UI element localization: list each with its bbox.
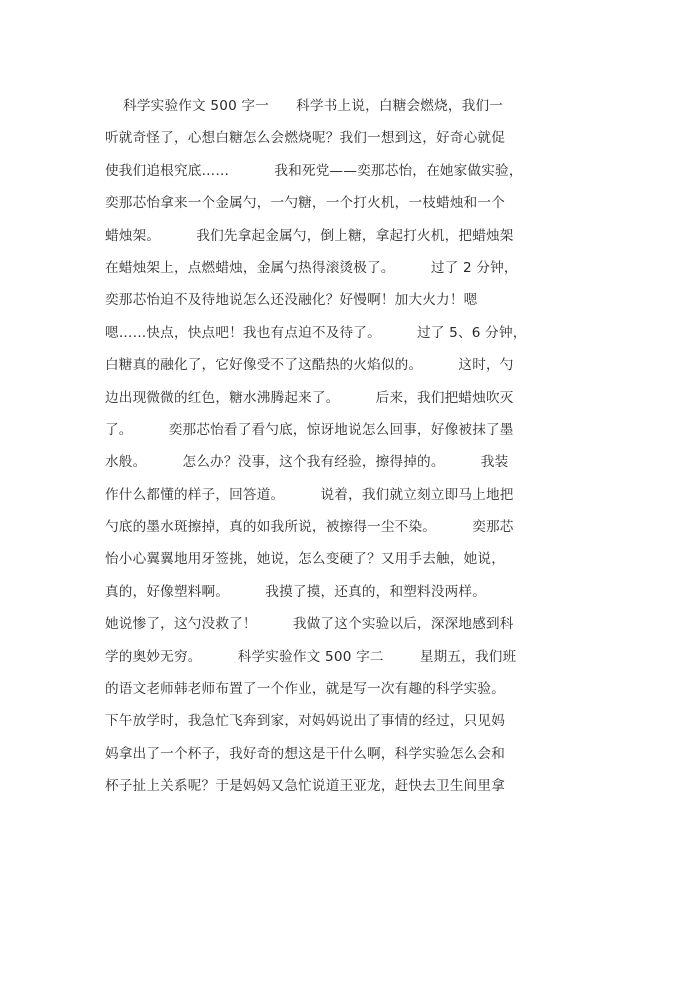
text-line: 奕那芯怡拿来一个金属勺，一勺糖，一个打火机，一枝蜡烛和一个 xyxy=(105,195,506,212)
text-line: 使我们追根究底…… 我和死党——奕那芯怡，在她家做实验， xyxy=(105,162,523,179)
text-line: 的语文老师韩老师布置了一个作业，就是写一次有趣的科学实验。 xyxy=(105,681,506,698)
text-line: 奕那芯怡迫不及待地说怎么还没融化？好慢啊！加大火力！嗯 xyxy=(105,292,478,309)
text-line: 科学实验作文 500 字一 科学书上说，白糖会燃烧，我们一 xyxy=(105,98,504,114)
text-line: 作什么都懂的样子，回答道。 说着，我们就立刻立即马上地把 xyxy=(105,486,514,503)
text-line: 怡小心翼翼地用牙签挑，她说，怎么变硬了？又用手去触，她说， xyxy=(105,551,506,568)
text-line: 在蜡烛架上，点燃蜡烛，金属勺热得滚烫极了。 过了 2 分钟， xyxy=(105,259,518,276)
essay-body xyxy=(105,90,595,803)
text-line: 听就奇怪了，心想白糖怎么会燃烧呢？我们一想到这，好奇心就促 xyxy=(105,130,506,147)
text-line: 了。 奕那芯怡看了看勺底，惊讶地说怎么回事，好像被抹了墨 xyxy=(105,421,514,438)
text-line: 勺底的墨水斑擦掉，真的如我所说，被擦得一尘不染。 奕那芯 xyxy=(105,519,514,536)
text-line: 真的，好像塑料啊。 我摸了摸，还真的，和塑料没两样。 xyxy=(105,583,487,600)
text-line: 学的奥妙无穷。 科学实验作文 500 字二 星期五，我们班 xyxy=(105,648,517,665)
text-line: 水般。 怎么办？没事，这个我有经验，擦得掉的。 我装 xyxy=(105,454,509,471)
text-line: 白糖真的融化了，它好像受不了这酷热的火焰似的。 这时，勺 xyxy=(105,357,514,374)
text-line: 下午放学时，我急忙飞奔到家，对妈妈说出了事情的经过，只见妈 xyxy=(105,713,506,730)
text-line: 妈拿出了一个杯子，我好奇的想这是干什么啊，科学实验怎么会和 xyxy=(105,745,506,762)
text-line: 她说惨了，这勺没救了！ 我做了这个实验以后，深深地感到科 xyxy=(105,616,514,633)
text-line: 杯子扯上关系呢？于是妈妈又急忙说道王亚龙，赶快去卫生间里拿 xyxy=(105,778,506,795)
text-line: 边出现微微的红色，糖水沸腾起来了。 后来，我们把蜡烛吹灭 xyxy=(105,389,514,406)
text-line: 蜡烛架。 我们先拿起金属勺，倒上糖，拿起打火机，把蜡烛架 xyxy=(105,227,514,244)
text-line: 嗯……快点，快点吧！我也有点迫不及待了。 过了 5、6 分钟， xyxy=(105,324,527,341)
